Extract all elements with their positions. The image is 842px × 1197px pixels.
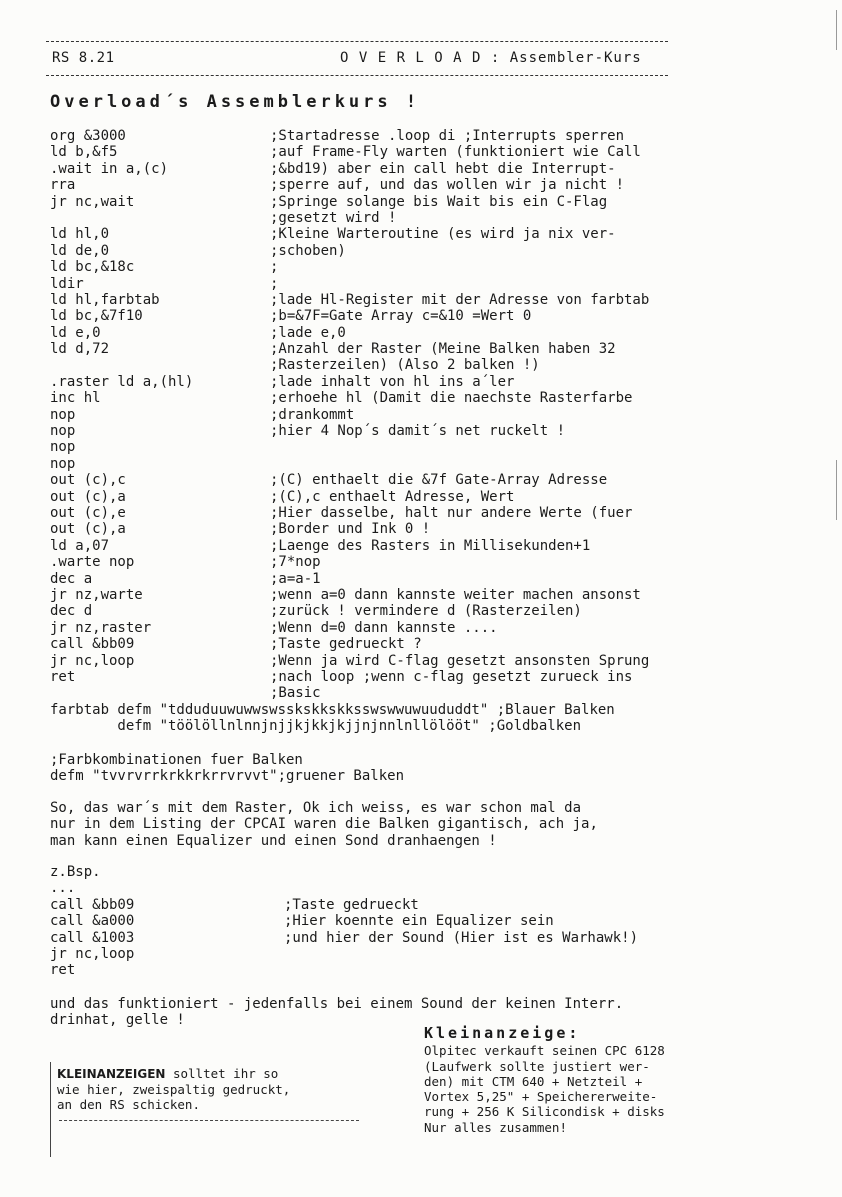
- code-instruction: nop: [50, 423, 76, 440]
- code-comment: ;Anzahl der Raster (Meine Balken haben 32: [270, 341, 616, 358]
- code-comment: ;zurück ! vermindere d (Rasterzeilen): [270, 603, 582, 620]
- example-instruction: ...: [50, 880, 76, 897]
- code-comment: ;wenn a=0 dann kannste weiter machen ansonst: [270, 586, 641, 603]
- paragraph-line: nur in dem Listing der CPCAI waren die Balken gigantisch, ach ja,: [50, 816, 598, 833]
- example-instruction: jr nc,loop: [50, 945, 135, 962]
- code-instruction: ld bc,&18c: [50, 259, 135, 276]
- code-comment: ;sperre auf, und das wollen wir ja nicht !: [270, 177, 625, 194]
- code-instruction: ldir: [50, 275, 84, 292]
- code-comment: ;Basic: [270, 685, 321, 702]
- code-instruction: org &3000: [50, 128, 126, 144]
- classified-ad-line: (Laufwerk sollte justiert wer-: [424, 1058, 650, 1074]
- code-comment: ;Border und Ink 0 !: [270, 521, 431, 538]
- code-comment: ;hier 4 Nop´s damit´s net ruckelt !: [270, 423, 566, 440]
- paragraph-line: So, das war´s mit dem Raster, Ok ich weiss, es war schon mal da: [50, 800, 582, 816]
- code-instruction: nop: [50, 455, 76, 472]
- example-instruction: call &bb09: [50, 896, 135, 913]
- code-instruction: ld b,&f5: [50, 144, 118, 161]
- code-instruction: out (c),a: [50, 488, 126, 505]
- code-instruction: jr nz,warte: [50, 586, 143, 603]
- code-comment: ;Springe solange bis Wait bis ein C-Flag: [270, 193, 608, 210]
- code-comment: ;lade inhalt von hl ins a´ler: [270, 373, 515, 390]
- code-comment: ;&bd19) aber ein call hebt die Interrupt-: [270, 160, 616, 177]
- example-comment: ;Hier koennte ein Equalizer sein: [284, 913, 554, 930]
- code-comment: ;erhoehe hl (Damit die naechste Rasterfarbe: [270, 390, 633, 407]
- classified-ad: [424, 1026, 665, 1135]
- classified-line: an den RS schicken.: [57, 1097, 200, 1112]
- classified-label: KLEINANZEIGEN: [57, 1067, 166, 1081]
- code-instruction: .wait in a,(c): [50, 160, 169, 177]
- classified-ad-line: Vortex 5,25" + Speichererweite-: [424, 1089, 658, 1105]
- classified-ad-heading: Kleinanzeige:: [424, 1024, 581, 1042]
- code-instruction: jr nc,loop: [50, 652, 135, 669]
- code-comment: ;7*nop: [270, 554, 321, 571]
- example-comment: ;Taste gedrueckt: [284, 896, 419, 913]
- example-instruction: z.Bsp.: [50, 864, 101, 880]
- code-comment: ;Rasterzeilen) (Also 2 balken !): [270, 357, 540, 374]
- farbtab-blue: farbtab defm "tdduduuwuwwswsskskkskksswswwuwuududdt" ;Blauer Balken: [50, 701, 615, 718]
- classified-ad-line: rung + 256 K Silicondisk + disks: [424, 1104, 665, 1120]
- code-comment: ;lade e,0: [270, 324, 346, 341]
- classified-ad-line: den) mit CTM 640 + Netzteil +: [424, 1073, 643, 1089]
- article-title: Overload´s Assemblerkurs !: [50, 92, 421, 112]
- header-rule-bottom: [46, 75, 668, 76]
- classified-info-text: [57, 1066, 290, 1112]
- code-comment: ;Kleine Warteroutine (es wird ja nix ver-: [270, 226, 616, 243]
- code-comment: ;: [270, 259, 279, 276]
- code-comment: ;Startadresse .loop di ;Interrupts sperren: [270, 128, 625, 144]
- classified-line: wie hier, zweispaltig gedruckt,: [57, 1082, 291, 1097]
- code-comment: ;Wenn ja wird C-flag gesetzt ansonsten Sprung: [270, 652, 650, 669]
- code-comment: ;(C),c enthaelt Adresse, Wert: [270, 488, 515, 505]
- classified-ad-line: Olpitec verkauft seinen CPC 6128: [424, 1043, 665, 1059]
- code-instruction: ret: [50, 668, 76, 685]
- example-instruction: ret: [50, 962, 76, 979]
- code-instruction: ld a,07: [50, 537, 110, 554]
- scan-edge-mark: [836, 460, 837, 520]
- example-instruction: call &1003: [50, 929, 135, 946]
- code-instruction: out (c),a: [50, 521, 126, 538]
- classified-info-box: [50, 1062, 361, 1157]
- code-instruction: .warte nop: [50, 554, 135, 571]
- code-comment: ;lade Hl-Register mit der Adresse von farbtab: [270, 291, 650, 308]
- example-comment: ;und hier der Sound (Hier ist es Warhawk!): [284, 929, 639, 946]
- classified-rule: [59, 1120, 359, 1121]
- scan-edge-mark: [836, 10, 837, 50]
- code-comment: ;(C) enthaelt die &7f Gate-Array Adresse: [270, 472, 608, 489]
- header-rule-top: [46, 41, 668, 42]
- code-comment: ;Hier dasselbe, halt nur andere Werte (fuer: [270, 504, 633, 521]
- code-comment: ;b=&7F=Gate Array c=&10 =Wert 0: [270, 308, 532, 325]
- color-combos: [50, 752, 404, 785]
- section-title: O V E R L O A D : Assembler-Kurs: [340, 50, 642, 66]
- code-instruction: dec a: [50, 570, 93, 587]
- code-comment: ;nach loop ;wenn c-flag gesetzt zurueck ins: [270, 668, 633, 685]
- classified-line: solltet ihr so: [165, 1066, 279, 1081]
- code-instruction: call &bb09: [50, 636, 135, 653]
- code-instruction: out (c),e: [50, 504, 126, 521]
- code-instruction: dec d: [50, 603, 93, 620]
- code-instruction: .raster ld a,(hl): [50, 373, 194, 390]
- farbtab-gold: defm "töölöllnlnnjnjjkjkkjkjjnjnnlnllölööt" ;Goldbalken: [50, 718, 582, 735]
- code-instruction: ld hl,farbtab: [50, 291, 160, 308]
- code-comment: ;auf Frame-Fly warten (funktioniert wie Call: [270, 144, 641, 161]
- combos-defm: defm "tvvrvrrkrkkrkrrvrvvt";gruener Balken: [50, 768, 405, 785]
- code-instruction: nop: [50, 406, 76, 423]
- code-instruction: rra: [50, 177, 76, 194]
- code-comment: ;Wenn d=0 dann kannste ....: [270, 619, 498, 636]
- code-comment: ;: [270, 275, 279, 292]
- paragraph-line: drinhat, gelle !: [50, 1012, 185, 1029]
- issue-number: RS 8.21: [52, 50, 115, 66]
- code-comment: ;a=a-1: [270, 570, 321, 587]
- code-instruction: inc hl: [50, 390, 101, 407]
- code-instruction: ld hl,0: [50, 226, 110, 243]
- code-comment: ;Laenge des Rasters in Millisekunden+1: [270, 537, 591, 554]
- code-instruction: jr nc,wait: [50, 193, 135, 210]
- example-instruction: call &a000: [50, 913, 135, 930]
- code-comment: ;Taste gedrueckt ?: [270, 636, 422, 653]
- code-instruction: ld d,72: [50, 341, 110, 358]
- combos-comment: ;Farbkombinationen fuer Balken: [50, 752, 303, 768]
- code-comment: ;schoben): [270, 242, 346, 259]
- paragraph-raster: [50, 800, 598, 849]
- code-comment: ;gesetzt wird !: [270, 209, 397, 226]
- code-instruction: out (c),c: [50, 472, 126, 489]
- code-instruction: ld bc,&7f10: [50, 308, 143, 325]
- classified-ad-line: Nur alles zusammen!: [424, 1119, 567, 1135]
- code-instruction: nop: [50, 439, 76, 456]
- paragraph-line: und das funktioniert - jedenfalls bei einem Sound der keinen Interr.: [50, 996, 624, 1012]
- code-instruction: ld de,0: [50, 242, 110, 259]
- code-comment: ;drankommt: [270, 406, 355, 423]
- code-instruction: jr nz,raster: [50, 619, 152, 636]
- paragraph-line: man kann einen Equalizer und einen Sond dranhaengen !: [50, 832, 497, 849]
- code-instruction: ld e,0: [50, 324, 101, 341]
